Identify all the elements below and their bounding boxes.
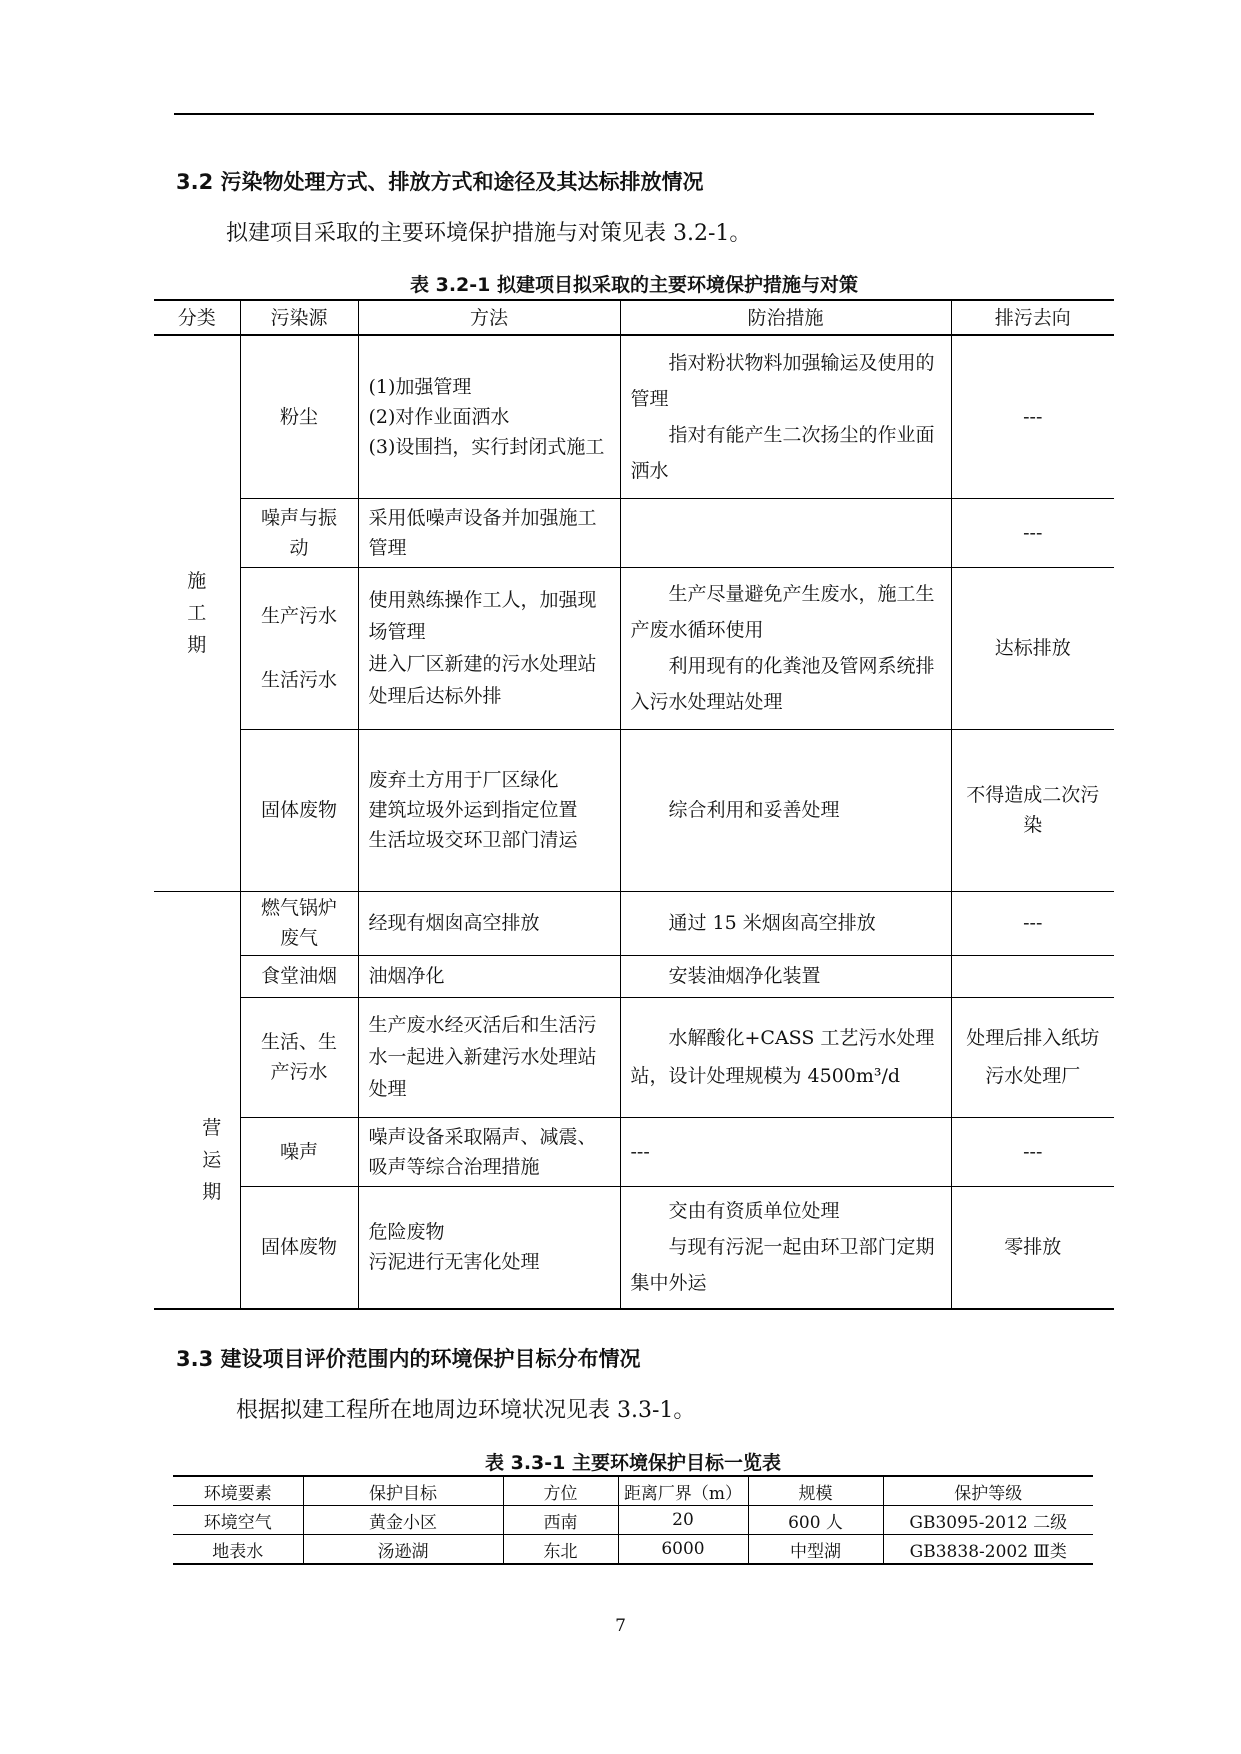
- table-row: [154, 729, 1114, 891]
- table-row: [173, 1535, 1093, 1565]
- table-cell: 汤逊湖: [303, 1535, 503, 1565]
- table-cell: GB3095-2012 二级: [883, 1506, 1093, 1535]
- dest-cell: ---: [951, 1117, 1114, 1186]
- measure-cell: 水解酸化+CASS 工艺污水处理站，设计处理规模为 4500m³/d: [620, 997, 951, 1117]
- table-cell: 6000: [618, 1535, 748, 1565]
- table-cell: 黄金小区: [303, 1506, 503, 1535]
- source-cell: 生产污水 生活污水: [240, 567, 358, 729]
- dest-cell: 达标排放: [951, 567, 1114, 729]
- dest-cell: [951, 955, 1114, 997]
- table-header-row: [173, 1476, 1093, 1506]
- table-cell: 中型湖: [748, 1535, 883, 1565]
- source-cell: 燃气锅炉废气: [240, 891, 358, 955]
- source-cell: 固体废物: [240, 729, 358, 891]
- header-cell: 环境要素: [173, 1476, 303, 1506]
- header-cell: 距离厂界（m）: [618, 1476, 748, 1506]
- header-cell: 保护等级: [883, 1476, 1093, 1506]
- dest-cell: 处理后排入纸坊污水处理厂: [951, 997, 1114, 1117]
- table-cell: 地表水: [173, 1535, 303, 1565]
- source-cell: 食堂油烟: [240, 955, 358, 997]
- header-cell: 防治措施: [620, 300, 951, 335]
- measure-cell: 指对粉状物料加强输运及使用的管理 指对有能产生二次扬尘的作业面洒水: [620, 335, 951, 498]
- source-cell: 噪声与振动: [240, 498, 358, 567]
- dest-cell: ---: [951, 498, 1114, 567]
- section-3-3-heading: 3.3 建设项目评价范围内的环境保护目标分布情况: [176, 1347, 641, 1371]
- table-row: [154, 1117, 1114, 1186]
- header-cell: 排污去向: [951, 300, 1114, 335]
- dest-cell: ---: [951, 891, 1114, 955]
- table-3-3-1-caption: 表 3.3-1 主要环境保护目标一览表: [485, 1452, 781, 1474]
- section-3-2-heading: 3.2 污染物处理方式、排放方式和途径及其达标排放情况: [176, 170, 704, 194]
- measure-cell: 综合利用和妥善处理: [620, 729, 951, 891]
- method-cell: (1)加强管理 (2)对作业面洒水 (3)设围挡，实行封闭式施工: [358, 335, 620, 498]
- measures-table: [154, 299, 1114, 1310]
- table-row: [154, 955, 1114, 997]
- header-cell: 方法: [358, 300, 620, 335]
- header-cell: 规模: [748, 1476, 883, 1506]
- source-cell: 固体废物: [240, 1186, 358, 1309]
- method-cell: 危险废物 污泥进行无害化处理: [358, 1186, 620, 1309]
- phase-operation: 营 运 期: [154, 891, 240, 1309]
- method-cell: 采用低噪声设备并加强施工管理: [358, 498, 620, 567]
- source-cell: 生活、生产污水: [240, 997, 358, 1117]
- table-cell: 西南: [503, 1506, 618, 1535]
- page-number: 7: [615, 1616, 626, 1636]
- dest-cell: ---: [951, 335, 1114, 498]
- method-cell: 使用熟练操作工人，加强现场管理 进入厂区新建的污水处理站处理后达标外排: [358, 567, 620, 729]
- dest-cell: 不得造成二次污染: [951, 729, 1114, 891]
- table-row: [154, 567, 1114, 729]
- header-cell: 污染源: [240, 300, 358, 335]
- method-cell: 生产废水经灭活后和生活污水一起进入新建污水处理站处理: [358, 997, 620, 1117]
- header-cell: 保护目标: [303, 1476, 503, 1506]
- measure-cell: 通过 15 米烟囱高空排放: [620, 891, 951, 955]
- section-3-2-intro: 拟建项目采取的主要环境保护措施与对策见表 3.2-1。: [226, 221, 752, 246]
- measure-cell: 交由有资质单位处理 与现有污泥一起由环卫部门定期集中外运: [620, 1186, 951, 1309]
- measure-cell: ---: [620, 1117, 951, 1186]
- measure-cell: 安装油烟净化装置: [620, 955, 951, 997]
- table-row: [154, 335, 1114, 498]
- table-cell: 环境空气: [173, 1506, 303, 1535]
- table-cell: 20: [618, 1506, 748, 1535]
- protection-targets-table: [173, 1475, 1093, 1565]
- section-3-3-intro: 根据拟建工程所在地周边环境状况见表 3.3-1。: [236, 1398, 696, 1423]
- table-row: [154, 1186, 1114, 1309]
- table-header-row: [154, 300, 1114, 335]
- measure-cell: [620, 498, 951, 567]
- table-cell: 600 人: [748, 1506, 883, 1535]
- method-cell: 油烟净化: [358, 955, 620, 997]
- table-row: [154, 997, 1114, 1117]
- dest-cell: 零排放: [951, 1186, 1114, 1309]
- table-row: [154, 498, 1114, 567]
- header-cell: 方位: [503, 1476, 618, 1506]
- method-cell: 噪声设备采取隔声、减震、吸声等综合治理措施: [358, 1117, 620, 1186]
- table-cell: GB3838-2002 Ⅲ类: [883, 1535, 1093, 1565]
- source-cell: 粉尘: [240, 335, 358, 498]
- source-cell: 噪声: [240, 1117, 358, 1186]
- table-cell: 东北: [503, 1535, 618, 1565]
- phase-construction: 施 工 期: [154, 335, 240, 891]
- measure-cell: 生产尽量避免产生废水，施工生产废水循环使用 利用现有的化粪池及管网系统排入污水处理站处理: [620, 567, 951, 729]
- header-cell: 分类: [154, 300, 240, 335]
- method-cell: 经现有烟囱高空排放: [358, 891, 620, 955]
- method-cell: 废弃土方用于厂区绿化 建筑垃圾外运到指定位置 生活垃圾交环卫部门清运: [358, 729, 620, 891]
- table-3-2-1-caption: 表 3.2-1 拟建项目拟采取的主要环境保护措施与对策: [410, 274, 858, 296]
- header-rule: [174, 113, 1094, 115]
- table-row: [154, 891, 1114, 955]
- table-row: [173, 1506, 1093, 1535]
